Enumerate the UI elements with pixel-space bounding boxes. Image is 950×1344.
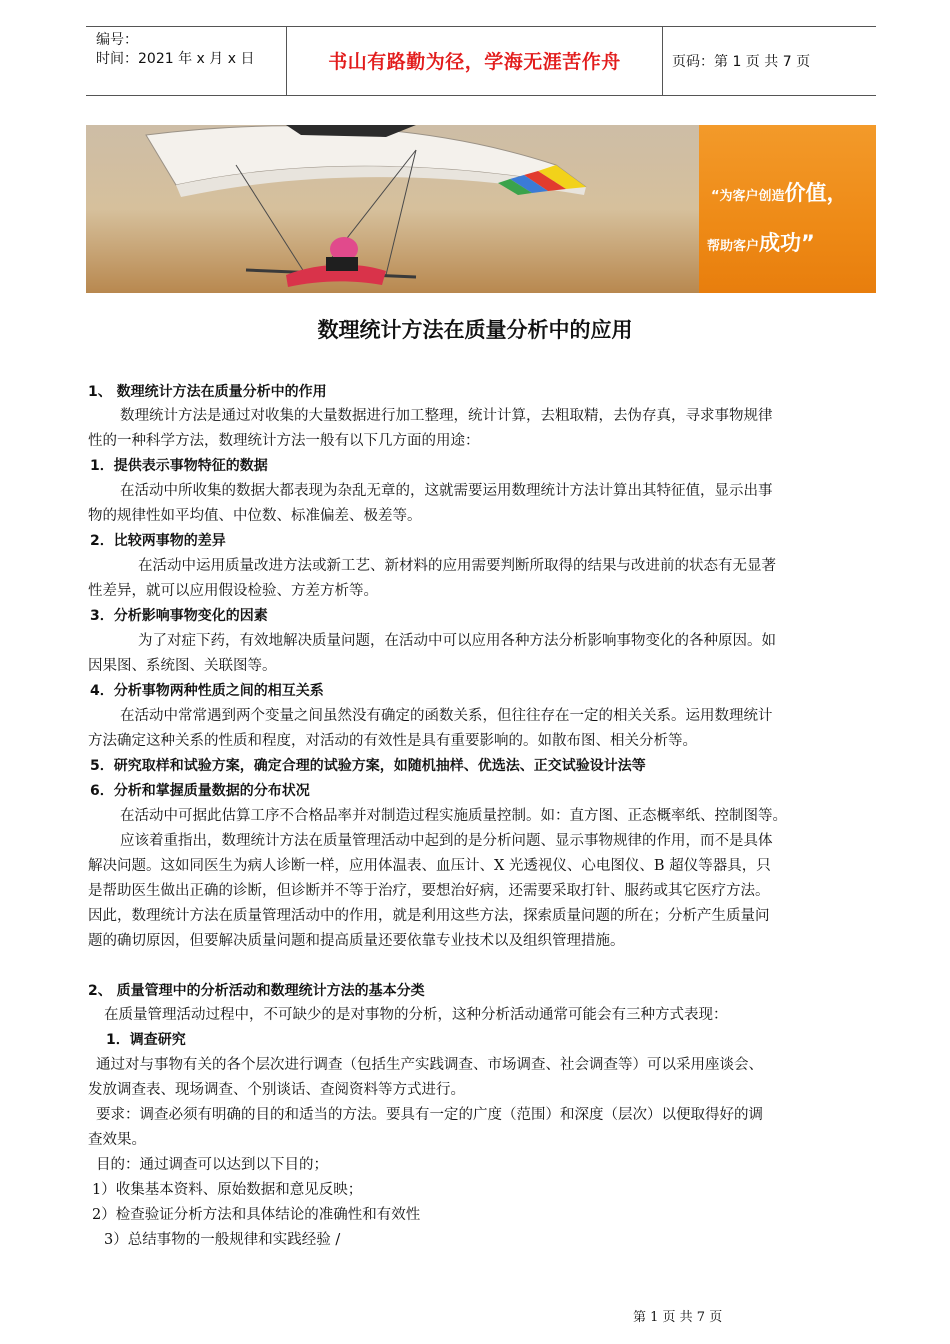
slogan-line-1-prefix: “为客户创造 [711,189,785,204]
subsection-heading: 6．分析和掌握质量数据的分布状况 [90,783,310,799]
paragraph-line: 因此，数理统计方法在质量管理活动中的作用，就是利用这些方法，探索质量问题的所在；分析产生质量问 [88,908,770,924]
paragraph-line: 方法确定这种关系的性质和程度，对活动的有效性是具有重要影响的。如散布图、相关分析等。 [88,733,697,749]
paragraph-line: 解决问题。这如同医生为病人诊断一样，应用体温表、血压计、X 光透视仪、心电图仪、B 超仪等器具，只 [88,858,771,874]
paragraph-line: 应该着重指出，数理统计方法在质量管理活动中起到的是分析问题、显示事物规律的作用，而不是具体 [120,833,773,849]
paragraph-line: 在质量管理活动过程中，不可缺少的是对事物的分析，这种分析活动通常可能会有三种方式表现： [104,1007,728,1023]
paragraph-line: 通过对与事物有关的各个层次进行调查（包括生产实践调查、市场调查、社会调查等）可以采用座谈会、 [96,1057,763,1073]
slogan-line-2-prefix: 帮助客户 [707,239,760,254]
motto-text: 书山有路勤为径，学海无涯苦作舟 [328,51,621,73]
list-item: 3）总结事物的一般规律和实践经验 / [104,1232,341,1248]
paragraph-line: 因果图、系统图、关联图等。 [88,658,277,674]
paragraph-line: 发放调查表、现场调查、个别谈话、查阅资料等方式进行。 [88,1082,465,1098]
subsection-heading: 3．分析影响事物变化的因素 [90,608,268,624]
paragraph-line: 物的规律性如平均值、中位数、标准偏差、极差等。 [88,508,422,524]
paragraph-line: 为了对症下药，有效地解决质量问题，在活动中可以应用各种方法分析影响事物变化的各种原因。如 [138,633,776,649]
paragraph-line: 性差异，就可以应用假设检验、方差方析等。 [88,583,378,599]
paragraph-line: 在活动中所收集的数据大都表现为杂乱无章的，这就需要运用数理统计方法计算出其特征值，显示出事 [120,483,773,499]
list-item: 1）收集基本资料、原始数据和意见反映； [92,1182,363,1198]
header-meta-cell [86,27,286,95]
section-heading: 2、 质量管理中的分析活动和数理统计方法的基本分类 [88,983,425,999]
slogan-line-2-emph: 成功” [759,231,815,255]
paragraph-line: 题的确切原因，但要解决质量问题和提高质量还要依靠专业技术以及组织管理措施。 [88,933,625,949]
subsection-heading: 4．分析事物两种性质之间的相互关系 [90,683,324,699]
hang-glider-illustration [86,125,699,293]
paragraph-line: 查效果。 [88,1132,146,1148]
banner [86,125,876,293]
page-footer: 第 1 页 共 7 页 [633,1310,723,1325]
document-header [86,26,876,96]
slogan-line-1-emph: 价值， [784,181,848,205]
section-heading: 1、 数理统计方法在质量分析中的作用 [88,384,327,400]
paragraph-line: 目的：通过调查可以达到以下目的； [96,1157,328,1173]
slogan-panel [699,125,876,293]
page-title: 数理统计方法在质量分析中的应用 [317,318,633,342]
subsection-heading: 1．调查研究 [106,1032,186,1048]
hang-glider-photo [86,125,699,293]
subsection-heading: 1．提供表示事物特征的数据 [90,458,268,474]
subsection-heading: 2．比较两事物的差异 [90,533,226,549]
slogan-line-2 [707,227,815,257]
header-motto-cell [286,27,663,95]
paragraph-line: 在活动中可据此估算工序不合格品率并对制造过程实施质量控制。如：直方图、正态概率纸、控制图等。 [120,808,787,824]
page-code: 页码：第 1 页 共 7 页 [672,54,811,70]
header-page-cell [662,27,876,95]
paragraph-line: 数理统计方法是通过对收集的大量数据进行加工整理，统计计算，去粗取精，去伪存真，寻求事物规律 [120,408,773,424]
paragraph-line: 要求：调查必须有明确的目的和适当的方法。要具有一定的广度（范围）和深度（层次）以便取得好的调 [96,1107,763,1123]
document-number-label: 编号： [96,32,138,48]
paragraph-line: 在活动中运用质量改进方法或新工艺、新材料的应用需要判断所取得的结果与改进前的状态有无显著 [138,558,776,574]
list-item: 2）检查验证分析方法和具体结论的准确性和有效性 [92,1207,421,1223]
document-time-label: 时间：2021 年 x 月 x 日 [96,51,255,67]
subsection-heading: 5．研究取样和试验方案，确定合理的试验方案，如随机抽样、优选法、正交试验设计法等 [90,758,646,774]
slogan-line-1 [711,177,848,207]
paragraph-line: 是帮助医生做出正确的诊断，但诊断并不等于治疗，要想治好病，还需要采取打针、服药或其它医疗方法。 [88,883,770,899]
paragraph-line: 性的一种科学方法，数理统计方法一般有以下几方面的用途： [88,433,480,449]
paragraph-line: 在活动中常常遇到两个变量之间虽然没有确定的函数关系，但往往存在一定的相关关系。运用数理统计 [120,708,773,724]
